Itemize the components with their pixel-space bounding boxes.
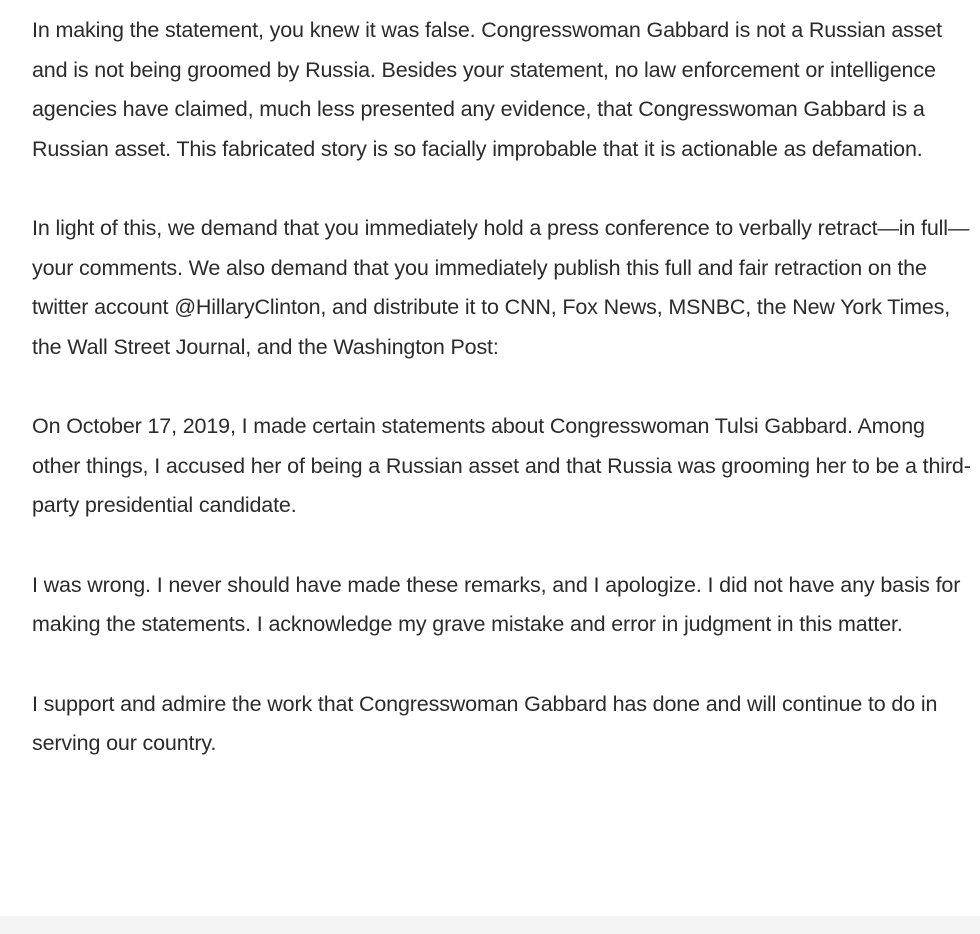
letter-body: [32, 11, 972, 764]
paragraph-apology: I was wrong. I never should have made these remarks, and I apologize. I did not have any basis for making the statements. I acknowledge my grave mistake and error in judgment in this matter.: [32, 572, 961, 636]
paragraph-support: I support and admire the work that Congresswoman Gabbard has done and will continue to do in serving our country.: [32, 691, 938, 755]
bottom-strip: [0, 916, 980, 934]
paragraph-retraction-statement: On October 17, 2019, I made certain statements about Congresswoman Tulsi Gabbard. Among other things, I accused her of being a Russian asset and that Russia was grooming her to be a third-party presidential candidate.: [32, 414, 971, 517]
paragraph-defamation: In making the statement, you knew it was false. Congresswoman Gabbard is not a Russian asset and is not being groomed by Russia. Besides your statement, no law enforcement or intelligence agencies have claimed, much less presented any evidence, that Congresswoman Gabbard is a Russian asset. This fabricated story is so facially improbable that it is actionable as defamation.: [32, 18, 942, 161]
paragraph-retraction-demand: In light of this, we demand that you immediately hold a press conference to verbally retract—in full—your comments. We also demand that you immediately publish this full and fair retraction on the twitter account @HillaryClinton, and distribute it to CNN, Fox News, MSNBC, the New York Times, the Wall Street Journal, and the Washington Post:: [32, 216, 970, 359]
